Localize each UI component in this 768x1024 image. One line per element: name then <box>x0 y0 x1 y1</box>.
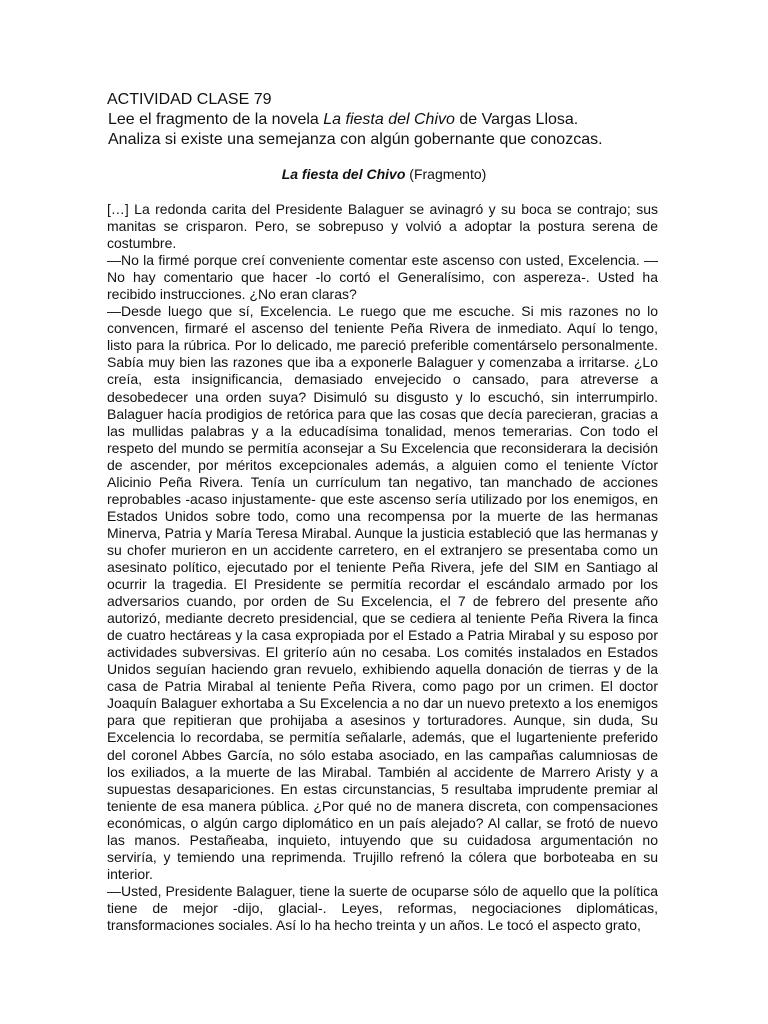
paragraph-intro: […] La redonda carita del Presidente Balaguer se avinagró y su boca se contrajo; sus manitas se crisparon. Pero, se sobrepuso y volvió a adoptar la postura serena de costumbre. <box>107 201 658 252</box>
dialogue-generalisimo: No hay comentario que hacer -lo cortó el Generalísimo, con aspereza-. Usted ha recibido instrucciones. ¿No eran claras? <box>107 269 658 303</box>
paragraph-dialogue-2: —Usted, Presidente Balaguer, tiene la suerte de ocuparse sólo de aquello que la política tiene de mejor -dijo, glacial-. Leyes, reformas, negociaciones diplomáticas, transformaciones sociales. Así lo ha hecho treinta y un años. Le tocó el aspecto grato, <box>107 882 658 933</box>
dialogue-balaguer: —No la firmé porque creí conveniente comentar este ascenso con usted, Excelencia. — <box>107 252 658 269</box>
instruction-prefix: Lee el fragmento de la novela <box>108 111 324 128</box>
fragment-title: La fiesta del Chivo <box>281 166 406 182</box>
paragraph-main: —Desde luego que sí, Excelencia. Le ruego que me escuche. Si mis razones no lo convencen, firmaré el ascenso del teniente Peña Rivera de inmediato. Aquí lo tengo, listo para la rúbrica. Por lo delicado, me pareció preferible comentárselo personalmente. Sabía muy bien las razones que iba a exponerle Balaguer y comenzaba a irritarse. ¿Lo creía, esta insignificancia, demasiado envejecido o cansado, para atreverse a desobedecer una orden suya? Disimuló su disgusto y lo escuchó, sin interrumpirlo. Balaguer hacía prodigios de retórica para que las cosas que decía parecieran, gracias a las mullidas palabras y a la educadísima tonalidad, menos temerarias. Con todo el respeto del mundo se permitía aconsejar a Su Excelencia que reconsiderara la decisión de ascender, por méritos excepcionales además, a alguien como el teniente Víctor Alicinio Peña Rivera. Tenía un currículum tan negativo, tan manchado de acciones reprobables -acaso injustamente- que este ascenso sería utilizado por los enemigos, en Estados Unidos sobre todo, como una recompensa por la muerte de las hermanas Minerva, Patria y María Teresa Mirabal. Aunque la justicia estableció que las hermanas y su chofer murieron en un accidente carretero, en el extranjero se presentaba como un asesinato político, ejecutado por el teniente Peña Rivera, jefe del SIM en Santiago al ocurrir la tragedia. El Presidente se permitía recordar el escándalo armado por los adversarios cuando, por orden de Su Excelencia, el 7 de febrero del presente año autorizó, mediante decreto presidencial, que se cediera al teniente Peña Rivera la finca de cuatro hectáreas y la casa expropiada por el Estado a Patria Mirabal y su esposo por actividades subversivas. El griterío aún no cesaba. Los comités instalados en Estados Unidos seguían haciendo gran revuelo, exhibiendo aquella donación de tierras y de la casa de Patria Mirabal al teniente Peña Rivera, como pago por un crimen. El doctor Joaquín Balaguer exhortaba a Su Excelencia a no dar un nuevo pretexto a los enemigos para que repitieran que prohijaba a asesinos y torturadores. Aunque, sin duda, Su Excelencia lo recordaba, se permitía señalarle, además, que el lugarteniente preferido del coronel Abbes García, no sólo estaba asociado, en las campañas calumniosas de los exiliados, a la muerte de las Mirabal. También al accidente de Marrero Aristy y a supuestas desapariciones. En estas circunstancias, 5 resultaba imprudente premiar al teniente de esa manera pública. ¿Por qué no de manera discreta, con compensaciones económicas, o algún cargo diplomático en un país alejado? Al callar, se frotó de nuevo las manos. Pestañeaba, inquieto, intuyendo que su cuidadosa argumentación no serviría, y temiendo una reprimenda. Trujillo refrenó la cólera que borboteaba en su interior. <box>107 303 658 882</box>
activity-title: ACTIVIDAD CLASE 79 <box>107 91 272 108</box>
instruction-suffix: de Vargas Llosa. <box>454 111 579 128</box>
fragment-tag: (Fragmento) <box>405 166 487 182</box>
paragraph-dialogue-1 <box>107 252 658 303</box>
instruction-line-2: Analiza si existe una semejanza con algún gobernante que conozcas. <box>108 131 603 148</box>
instruction-line-1 <box>107 110 707 130</box>
assignment-header <box>107 90 707 150</box>
fragment-heading <box>0 165 768 183</box>
fragment-body <box>107 201 658 934</box>
novel-title: La fiesta del Chivo <box>323 111 455 128</box>
